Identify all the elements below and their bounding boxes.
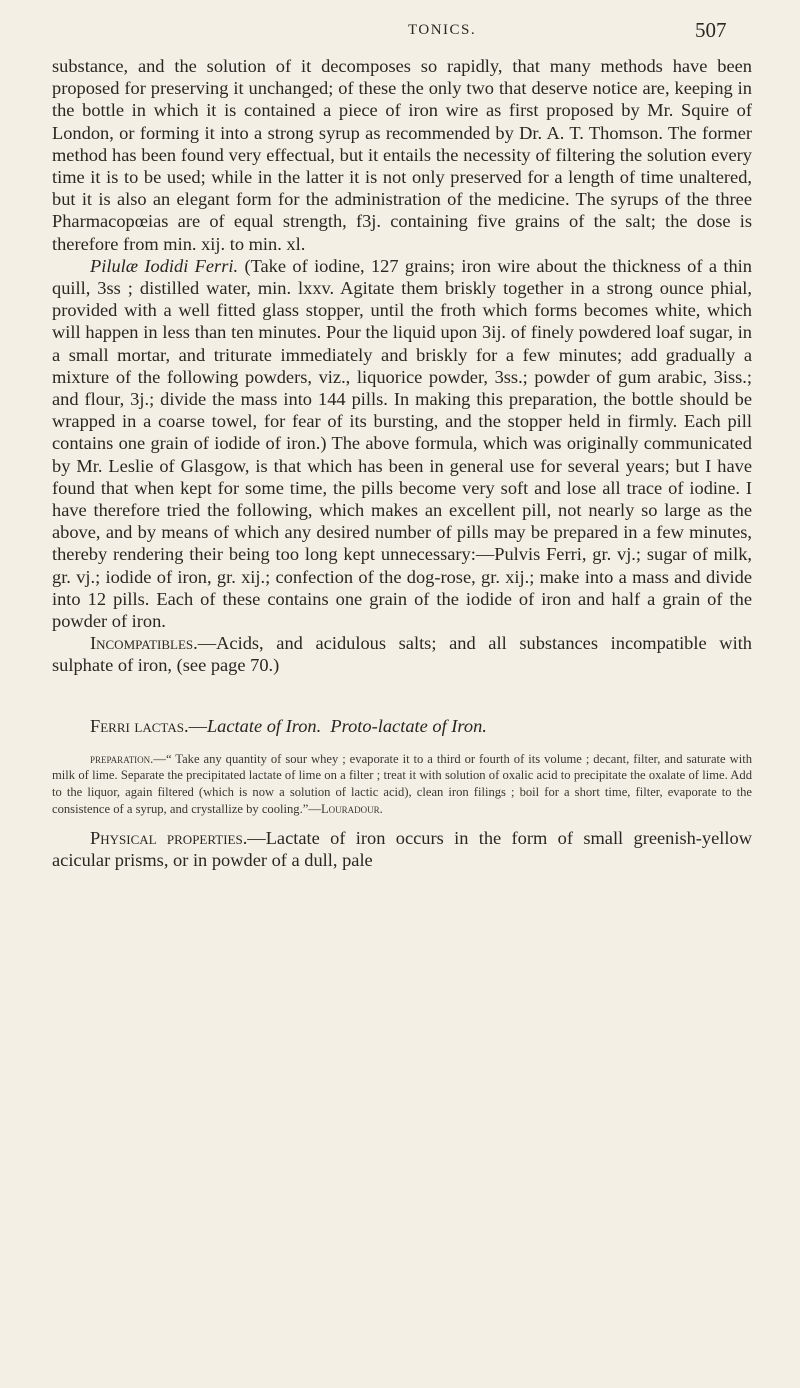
pilulae-title: Pilulæ Iodidi Ferri. — [90, 255, 239, 276]
ferri-lactas-label: Ferri lactas. — [90, 715, 189, 736]
ferri-lactas-dash: — — [188, 715, 207, 736]
paragraph-pilulae — [52, 255, 752, 632]
spacer — [52, 737, 752, 751]
paragraph-syrup-text: substance, and the solution of it decomposes so rapidly, that many methods have been proposed for preserving it unchanged; of these the only two that deserve notice are, keeping in the bottle in which it is contained a piece of iron wire as first proposed by Mr. Squire of London, or forming it into a strong syrup as recommended by Dr. A. T. Thomson. The former method has been found very effectual, but it entails the necessity of filtering the solution every time it is to be used; while in the latter it is not only preserved for a length of time unaltered, but it is also an elegant form for the administration of the medicine. The syrups of the three Pharmacopœias are of equal strength, f3j. containing five grains of the salt; the dose is therefore from min. xij. to min. xl. — [52, 56, 752, 254]
preparation-author: Louradour. — [320, 801, 383, 816]
lactate-title: Lactate of Iron. — [206, 715, 322, 736]
preparation-text: —“ Take any quantity of sour whey ; evaporate it to a third or fourth of its volume ; decant, filter, and saturate with milk of lime. Separate the precipitated lactate of lime on a filter ; treat it with solution of oxalic acid to precipitate the oxalate of lime. Add to the liquor, again filtered (which is now a solution of lactic acid), clean iron filings ; boil for a short time, filter, evaporate to the consistence of a syrup, and crystallize by cooling.”— — [52, 751, 752, 816]
paragraph-syrup — [52, 55, 752, 255]
running-head: TONICS. — [408, 22, 477, 38]
incompatibles-text: —Acids, and acidulous salts; and all substances incompatible with sulphate of iron, (see page 70.) — [52, 633, 752, 676]
paragraph-physical — [52, 827, 752, 871]
spacer — [52, 817, 752, 827]
physical-label: Physical properties. — [90, 828, 248, 849]
incompatibles-label: Incompatibles. — [90, 633, 198, 654]
pilulae-text: (Take of iodine, 127 grains; iron wire about the thickness of a thin quill, 3ss ; distilled water, min. lxxv. Agitate them briskly together in a strong ounce phial, provided with a well fitted glass stopper, until the froth which forms becomes white, which will happen in less than ten minutes. Pour the liquid upon 3ij. of finely powdered loaf sugar, in a small mortar, and triturate immediately and briskly for a few minutes; add gradually a mixture of the following powders, viz., liquorice powder, 3ss.; powder of gum arabic, 3iss.; and flour, 3j.; divide the mass into 144 pills. In making this preparation, the bottle should be wrapped in a coarse towel, for fear of its bursting, and the stopper held in firmly. Each pill contains one grain of iodide of iron.) The above formula, which was originally communicated by Mr. Leslie of Glasgow, is that which has been in general use for several years; but I have found that when kept for some time, the pills become very soft and lose all trace of iodine. I have therefore tried the following, which makes an excellent pill, not nearly so large as the above, and by means of which any desired number of pills may be prepared in a few minutes, thereby rendering their being too long kept unnecessary:—Pulvis Ferri, gr. vj.; sugar of milk, gr. vj.; iodide of iron, gr. xij.; confection of the dog-rose, gr. xij.; make into a mass and divide into 12 pills. Each of these contains one grain of the iodide of iron and half a grain of the powder of iron. — [52, 255, 752, 632]
paragraph-preparation — [52, 751, 752, 817]
paragraph-incompatibles — [52, 632, 752, 676]
section-gap — [52, 677, 752, 715]
physical-text: —Lactate of iron occurs in the form of small greenish-yellow acicular prisms, or in powder of a dull, pale — [52, 828, 752, 871]
body-text — [52, 55, 752, 872]
page-number: 507 — [695, 18, 727, 42]
proto-lactate-title: Proto-lactate of Iron. — [330, 715, 487, 736]
page-header — [0, 18, 800, 48]
section-heading-ferri-lactas — [52, 715, 752, 737]
preparation-label: preparation. — [90, 751, 154, 766]
